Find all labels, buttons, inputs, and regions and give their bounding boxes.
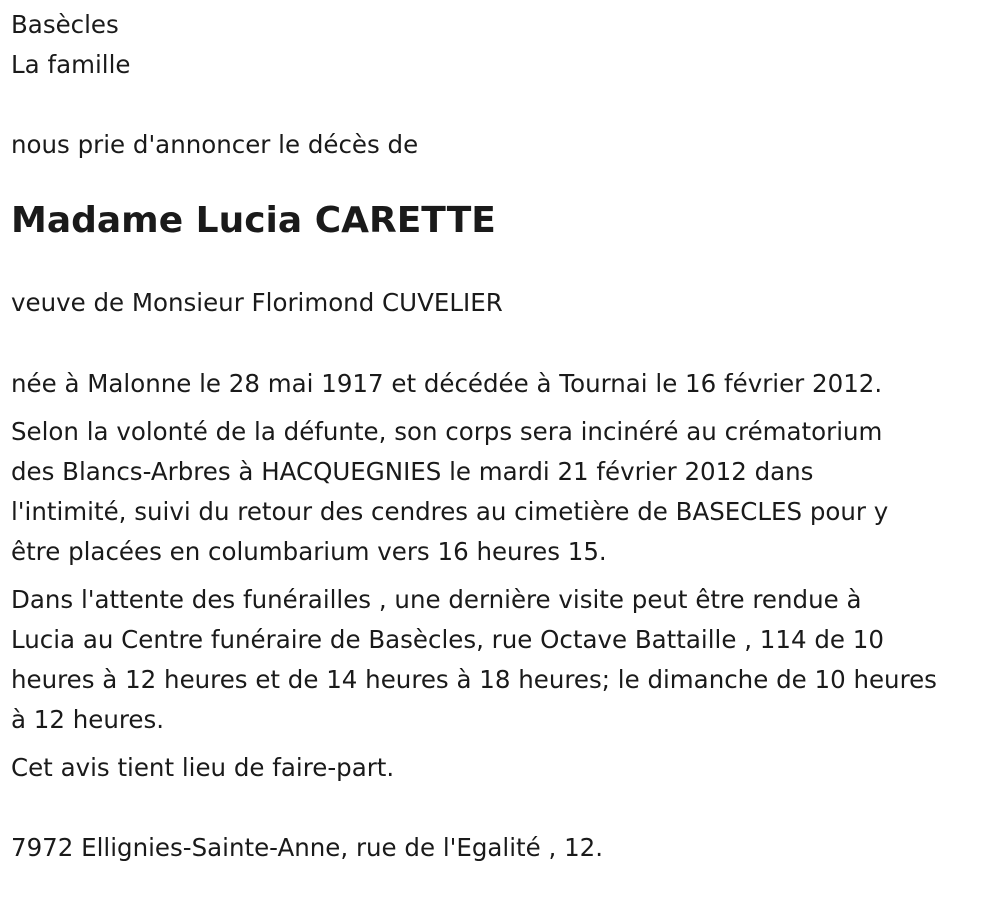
address: 7972 Ellignies-Sainte-Anne, rue de l'Egalité , 12. [11, 833, 604, 862]
closing-line: Cet avis tient lieu de faire-part. [11, 753, 395, 782]
obituary-notice [11, 5, 996, 868]
announcement: nous prie d'annoncer le décès de [11, 130, 419, 159]
birth-death-dates: née à Malonne le 28 mai 1917 et décédée à Tournai le 16 février 2012. [11, 369, 883, 398]
ceremony-line: des Blancs-Arbres à HACQUEGNIES le mardi 21 février 2012 dans [11, 457, 814, 486]
visit-line: Dans l'attente des funérailles , une dernière visite peut être rendue à [11, 585, 862, 614]
visit-line: heures à 12 heures et de 14 heures à 18 heures; le dimanche de 10 heures [11, 665, 937, 694]
spouse-line: veuve de Monsieur Florimond CUVELIER [11, 288, 503, 317]
ceremony-line: l'intimité, suivi du retour des cendres au cimetière de BASECLES pour y [11, 497, 889, 526]
visit-paragraph [11, 580, 996, 740]
ceremony-line: Selon la volonté de la défunte, son corps sera incinéré au crématorium [11, 417, 883, 446]
ceremony-paragraph [11, 412, 996, 572]
deceased-name: Madame Lucia CARETTE [11, 200, 496, 241]
ceremony-line: être placées en columbarium vers 16 heures 15. [11, 537, 607, 566]
visit-line: Lucia au Centre funéraire de Basècles, rue Octave Battaille , 114 de 10 [11, 625, 884, 654]
location: Basècles [11, 10, 119, 39]
family-intro: La famille [11, 50, 131, 79]
visit-line: à 12 heures. [11, 705, 165, 734]
